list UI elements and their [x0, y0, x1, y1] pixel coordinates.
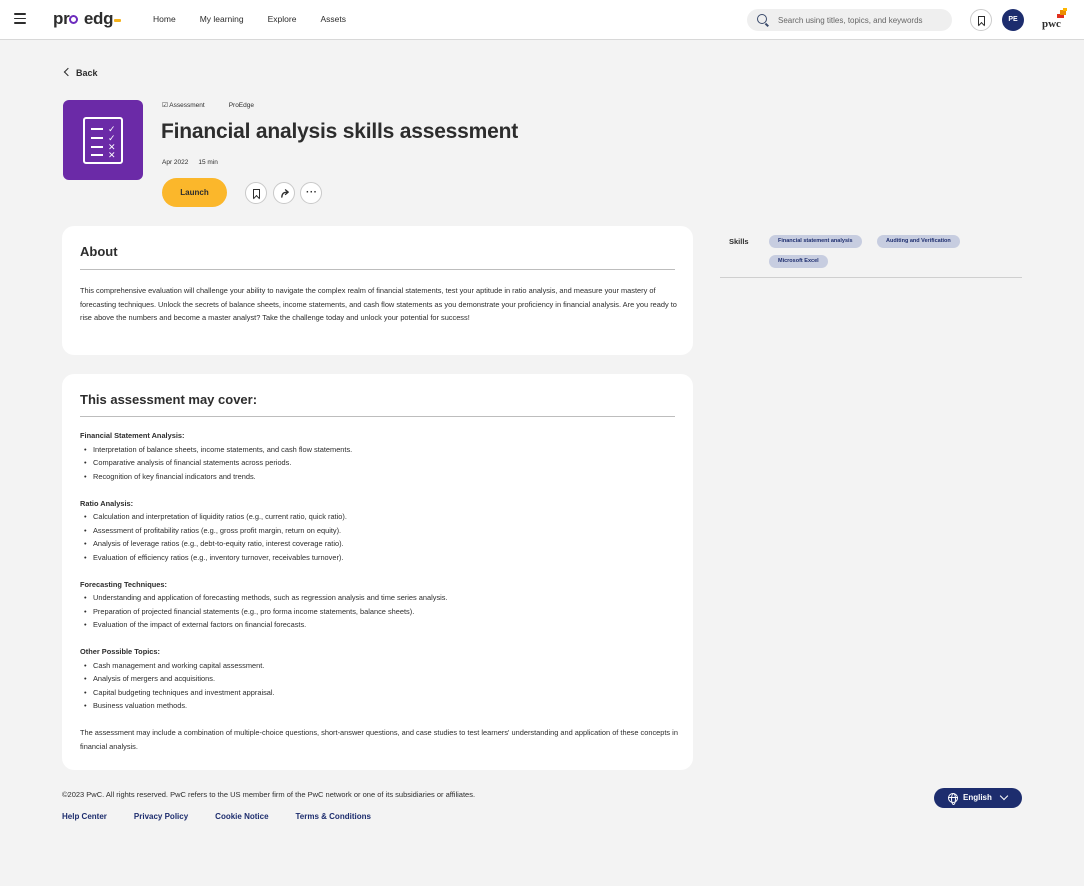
about-description: This comprehensive evaluation will challenge your ability to navigate the complex realm of financial statements, test your aptitude in ratio analysis, and measure your mastery of forecasting techniques. Unlock the secrets of balance sheets, income statements, and cash flow statements as you demonstrate your proficiency in financial analysis. Are you ready to rise above the numbers and become a master analyst? Take the challenge today and unlock your potential for success! [80, 286, 677, 322]
bookmark-button[interactable] [245, 182, 267, 204]
nav-link-explore[interactable]: Explore [267, 14, 297, 24]
list-item: • Analysis of mergers and acquisitions. [80, 672, 680, 686]
terms-conditions-link[interactable]: Terms & Conditions [295, 812, 371, 821]
about-card [62, 226, 693, 355]
search-input[interactable] [778, 13, 946, 27]
provider-label: ProEdge [228, 102, 254, 109]
user-avatar[interactable]: PE [1002, 9, 1024, 31]
list-item: • Evaluation of efficiency ratios (e.g., inventory turnover, receivables turnover). [80, 551, 680, 565]
help-center-link[interactable]: Help Center [62, 812, 107, 821]
skills-label: Skills [729, 237, 749, 246]
list-item: • Business valuation methods. [80, 699, 680, 713]
coverage-section [80, 645, 680, 713]
list-item: • Cash management and working capital assessment. [80, 659, 680, 673]
search-bar[interactable] [747, 9, 952, 31]
privacy-policy-link[interactable]: Privacy Policy [133, 812, 189, 821]
about-heading: About [80, 244, 118, 259]
list-item: • Analysis of leverage ratios (e.g., debt-to-equity ratio, interest coverage ratio). [80, 537, 680, 551]
divider [80, 416, 675, 417]
nav-link-my-learning[interactable]: My learning [199, 14, 244, 24]
list-item: • Calculation and interpretation of liquidity ratios (e.g., current ratio, quick ratio). [80, 510, 680, 524]
section-heading: Other Possible Topics: [80, 647, 160, 656]
cookie-notice-link[interactable]: Cookie Notice [215, 812, 269, 821]
back-link[interactable]: Back [65, 68, 98, 78]
list-item: • Evaluation of the impact of external factors on financial forecasts. [80, 618, 680, 632]
section-heading: Financial Statement Analysis: [80, 431, 185, 440]
list-item: • Interpretation of balance sheets, income statements, and cash flow statements. [80, 443, 680, 457]
skill-chip[interactable]: Auditing and Verification [877, 235, 960, 248]
content-meta [162, 101, 266, 109]
proedge-logo[interactable]: pr edg [53, 9, 121, 29]
share-button[interactable] [273, 182, 295, 204]
assessment-thumbnail [63, 100, 143, 180]
content-date-duration [162, 159, 228, 166]
hamburger-menu-icon[interactable] [14, 13, 26, 25]
list-item: • Capital budgeting techniques and investment appraisal. [80, 686, 680, 700]
nav-link-home[interactable]: Home [153, 14, 176, 24]
saved-items-button[interactable] [970, 9, 992, 31]
coverage-section [80, 429, 680, 483]
duration: 15 min [198, 159, 218, 166]
coverage-section [80, 497, 680, 565]
globe-icon [948, 793, 958, 803]
launch-button[interactable]: Launch [162, 178, 227, 207]
closing-note: The assessment may include a combination of multiple-choice questions, short-answer questions, and case studies to test learners' understanding and application of these concepts in financial analysis. [80, 728, 678, 751]
section-heading: Forecasting Techniques: [80, 579, 167, 589]
coverage-card [62, 374, 693, 770]
pwc-logo: pwc [1041, 8, 1071, 32]
divider [80, 269, 675, 270]
chevron-left-icon [64, 68, 72, 76]
top-nav [0, 0, 1084, 40]
list-item: • Comparative analysis of financial statements across periods. [80, 456, 680, 470]
more-options-button[interactable] [300, 182, 322, 204]
divider [720, 277, 1022, 278]
skill-chip[interactable]: Microsoft Excel [769, 255, 828, 268]
coverage-section [80, 578, 680, 632]
copyright-text: ©2023 PwC. All rights reserved. PwC refers to the US member firm of the PwC network or one of its subsidiaries or affiliates. [62, 790, 476, 799]
list-item: • Assessment of profitability ratios (e.g., gross profit margin, return on equity). [80, 524, 680, 538]
checklist-icon: ✓ ✓ ✕ ✕ [83, 117, 123, 164]
language-label: English [963, 793, 992, 802]
footer-links [62, 812, 398, 821]
search-icon [757, 14, 767, 24]
more-icon: ··· [306, 187, 318, 198]
language-selector[interactable] [934, 788, 1022, 808]
coverage-content [80, 429, 680, 753]
page-title: Financial analysis skills assessment [161, 120, 519, 143]
bookmark-icon [978, 16, 985, 25]
assessment-type: ☑ Assessment [162, 102, 205, 109]
skill-chip[interactable]: Financial statement analysis [769, 235, 862, 248]
chevron-down-icon [1000, 792, 1008, 800]
bookmark-icon [253, 189, 260, 198]
list-item: • Preparation of projected financial statements (e.g., pro forma income statements, balance sheets). [80, 605, 680, 619]
list-item: • Recognition of key financial indicators and trends. [80, 470, 680, 484]
publish-date: Apr 2022 [162, 159, 189, 166]
share-icon [280, 188, 291, 199]
coverage-heading: This assessment may cover: [80, 392, 258, 407]
main-nav [153, 14, 370, 24]
nav-link-assets[interactable]: Assets [320, 14, 346, 24]
section-heading: Ratio Analysis: [80, 498, 134, 508]
list-item: • Understanding and application of forecasting methods, such as regression analysis and time series analysis. [80, 591, 680, 605]
